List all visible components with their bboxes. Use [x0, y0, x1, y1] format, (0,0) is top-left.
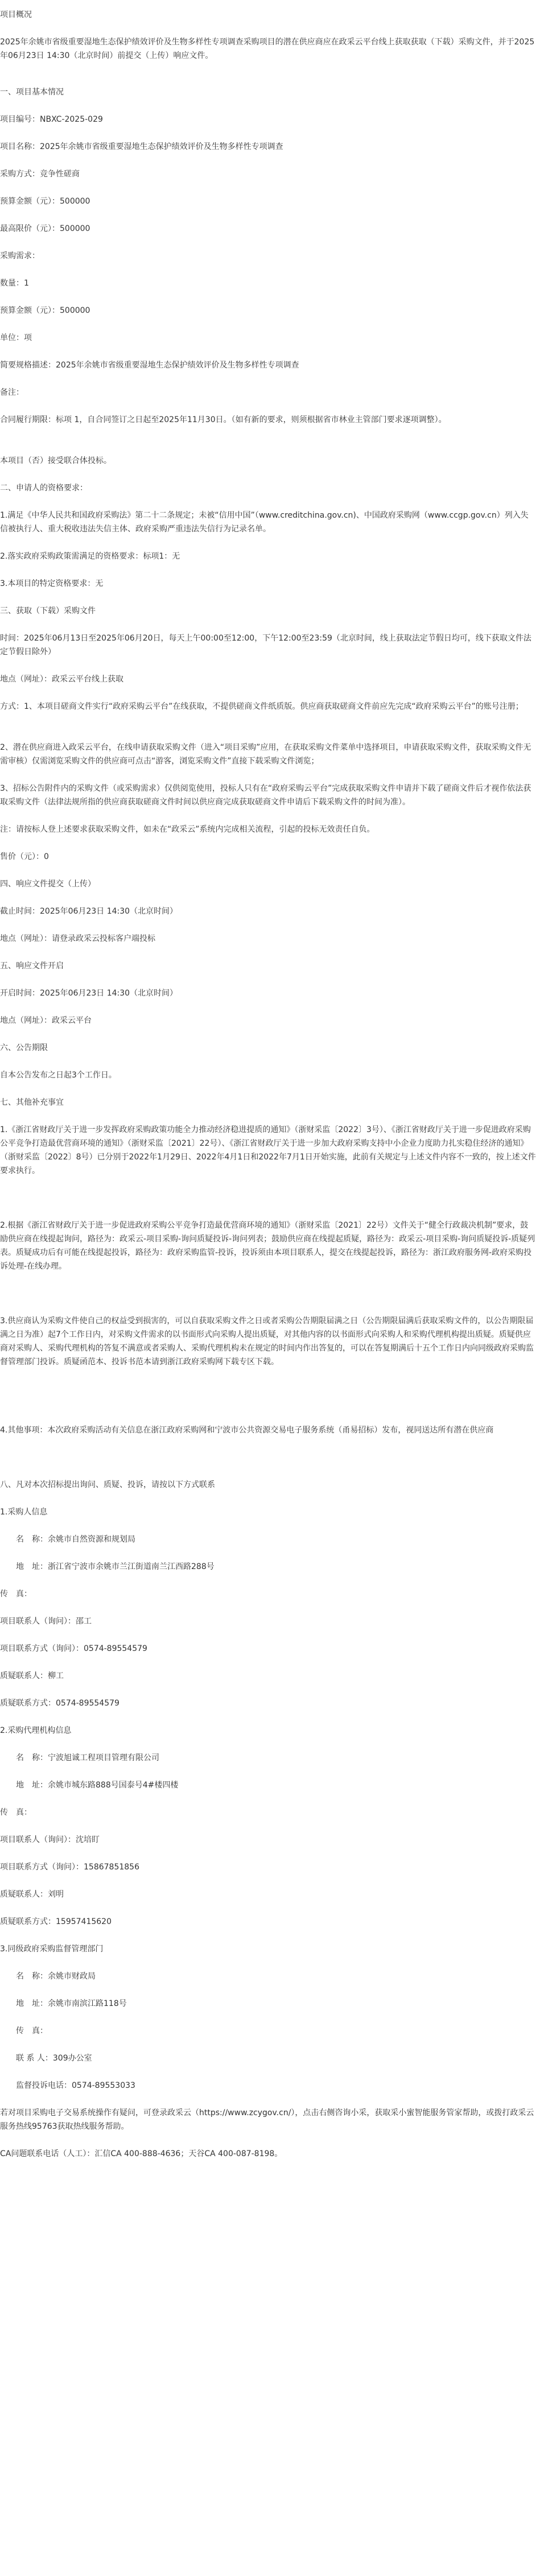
section-1-heading: 一、项目基本情况 [0, 88, 64, 97]
spec-description: 简要规格描述：2025年余姚市省级重要湿地生态保护绩效评价及生物多样性专项调查 [0, 361, 299, 370]
buyer-address: 地 址：浙江省宁波市余姚市兰江街道南兰江西路288号 [16, 1562, 215, 1571]
supplementary-item-2: 2.根据《浙江省财政厅关于进一步促进政府采购公平竞争打造最优营商环境的通知》（浙财采监〔2021〕22号）文件关于“健全行政裁决机制”要求，鼓励供应商在线提起询问，路径为：政采云-项目采购-询问质疑投诉-询问列表；鼓励供应商在线提起质疑，路径为：政采云-项目采购-询问质疑投诉-质疑列表。质疑成功后有可能在线提起投诉，路径为：政府采购监管-投诉，投诉须由本项目联系人，提交在线提起投诉，路径为：浙江政府服务网-政府采购投诉处理-在线办理。 [0, 1221, 535, 1271]
buyer-heading: 1.采购人信息 [0, 1508, 48, 1517]
regulator-contact: 联 系 人：309办公室 [16, 2054, 92, 2063]
agency-dispute-contact: 质疑联系人：刘明 [0, 1890, 64, 1899]
download-time: 时间：2025年06月13日至2025年06月20日，每天上午00:00至12:00，下午12:00至23:59（北京时间，线上获取法定节假日均可，线下获取文件法定节假日除外） [0, 634, 531, 657]
budget-amount: 预算金额（元）：500000 [0, 197, 90, 206]
qualification-1: 1.满足《中华人民共和国政府采购法》第二十二条规定；未被“信用中国”（www.creditchina.gov.cn)、中国政府采购网（www.ccgp.gov.cn）列入失信被执行人、重大税收违法失信主体、政府采购严重违法失信行为记录名单。 [0, 511, 529, 534]
contract-period: 合同履行期限：标项 1，自合同签订之日起至2025年11月30日。（如有新的要求，则须根据省市林业主管部门要求逐项调整）。 [0, 415, 447, 424]
opening-time: 开启时间：2025年06月23日 14:30（北京时间） [0, 989, 178, 998]
regulator-phone: 监督投诉电话：0574-89553033 [16, 2081, 135, 2090]
section-4-heading: 四、响应文件提交（上传） [0, 880, 96, 889]
buyer-name: 名 称：余姚市自然资源和规划局 [16, 1535, 135, 1544]
remark: 备注： [0, 388, 24, 397]
regulator-fax: 传 真： [16, 2026, 48, 2036]
supplementary-item-4: 4.其他事项：本次政府采购活动有关信息在浙江政府采购网和宁波市公共资源交易电子服务系统（甬易招标）发布，视同送达所有潜在供应商 [0, 1426, 494, 1435]
demand-label: 采购需求： [0, 251, 40, 261]
agency-dispute-phone: 质疑联系方式：15957415620 [0, 1917, 112, 1926]
supplementary-item-1: 1.《浙江省财政厅关于进一步发挥政府采购政策功能全力推动经济稳进提质的通知》（浙财采监〔2022〕3号）、《浙江省财政厅关于进一步促进政府采购公平竞争打造最优营商环境的通知》（浙财采监〔2021〕22号）、《浙江省财政厅关于进一步加大政府采购支持中小企业力度助力扎实稳住经济的通知》（浙财采监〔2022〕8号）已分别于2022年1月29日、2022年4月1日和2022年7月1日开始实施，此前有关规定与上述文件内容不一致的，按上述文件要求执行。 [0, 1125, 536, 1175]
procurement-method: 采购方式：竞争性磋商 [0, 170, 80, 179]
section-7-heading: 七、其他补充事宜 [0, 1098, 64, 1107]
max-price: 最高限价（元）：500000 [0, 224, 90, 233]
qualification-2: 2.落实政府采购政策需满足的资格要求：标项1：无 [0, 552, 180, 561]
submission-deadline: 截止时间：2025年06月23日 14:30（北京时间） [0, 907, 178, 916]
overview-paragraph: 2025年余姚市省级重要湿地生态保护绩效评价及生物多样性专项调查采购项目的潜在供应商应在政采云平台线上获取获取（下载）采购文件，并于2025年06月23日 14:30（北京时间）前提交（上传）响应文件。 [0, 38, 535, 60]
notice-period: 自本公告发布之日起3个工作日。 [0, 1071, 117, 1080]
agency-heading: 2.采购代理机构信息 [0, 1726, 72, 1735]
document-price: 售价（元）：0 [0, 852, 49, 861]
agency-fax: 传 真： [0, 1808, 32, 1817]
section-2-heading: 二、申请人的资格要求： [0, 484, 88, 493]
download-place: 地点（网址）：政采云平台线上获取 [0, 675, 123, 684]
section-5-heading: 五、响应文件开启 [0, 961, 64, 971]
system-help-note: 若对项目采购电子交易系统操作有疑问，可登录政采云（https://www.zcygov.cn/），点击右侧咨询小采，获取采小蜜智能服务管家帮助，或拨打政采云服务热线95763获取热线服务帮助。 [0, 2108, 534, 2131]
opening-place: 地点（网址）：政采云平台 [0, 1016, 92, 1025]
project-name: 项目名称：2025年余姚市省级重要湿地生态保护绩效评价及生物多样性专项调查 [0, 142, 283, 151]
buyer-contact: 项目联系人（询问）：邵工 [0, 1617, 92, 1626]
consortium-note: 本项目（否）接受联合体投标。 [0, 456, 112, 465]
section-6-heading: 六、公告期限 [0, 1043, 48, 1052]
regulator-address: 地 址：余姚市南滨江路118号 [16, 1999, 127, 2008]
agency-address: 地 址：余姚市城东路888号国泰号4#楼四楼 [16, 1781, 179, 1790]
submission-place: 地点（网址）：请登录政采云投标客户端投标 [0, 934, 155, 943]
agency-contact: 项目联系人（询问）：沈培盯 [0, 1835, 100, 1844]
download-note: 注：请按标人登上述要求获取采购文件，如未在“政采云”系统内完成相关流程，引起的投标无效责任自负。 [0, 825, 375, 834]
section-8-heading: 八、凡对本次招标提出询问、质疑、投诉，请按以下方式联系 [0, 1480, 215, 1489]
buyer-dispute-phone: 质疑联系方式：0574-89554579 [0, 1699, 119, 1708]
download-method-3: 3、招标公告附件内的采购文件（或采购需求）仅供阅览使用，投标人只有在“政府采购云平台”完成获取采购文件申请并下载了磋商文件后才视作依法获取采购文件（法律法规所指的供应商获取磋商文件时间以供应商完成获取磋商文件申请后下载采购文件的时间为准）。 [0, 784, 531, 807]
qualification-3: 3.本项目的特定资格要求：无 [0, 579, 104, 588]
ca-hotline: CA问题联系电话（人工）：汇信CA 400-888-4636；天谷CA 400-087-8198。 [0, 2149, 283, 2158]
section-3-heading: 三、获取（下载）采购文件 [0, 606, 96, 616]
overview-heading: 项目概况 [0, 10, 32, 19]
download-method-2: 2、潜在供应商进入政采云平台，在线申请获取采购文件（进入“项目采购”应用，在获取采购文件菜单中选择项目，申请获取采购文件，获取采购文件无需审核）仅需浏览采购文件的供应商可点击“游客，浏览采购文件”直接下载采购文件浏览； [0, 743, 531, 766]
agency-contact-phone: 项目联系方式（询问）：15867851856 [0, 1863, 139, 1872]
buyer-contact-phone: 项目联系方式（询问）：0574-89554579 [0, 1644, 147, 1653]
unit: 单位：项 [0, 333, 32, 342]
download-method-1: 方式：1、本项目磋商文件实行“政府采购云平台”在线获取，不提供磋商文件纸质版。供应商获取磋商文件前应先完成“政府采购云平台”的账号注册； [0, 702, 523, 711]
project-number: 项目编号：NBXC-2025-029 [0, 115, 103, 124]
agency-name: 名 称：宁波旭诚工程项目管理有限公司 [16, 1753, 159, 1762]
regulator-name: 名 称：余姚市财政局 [16, 1972, 96, 1981]
buyer-dispute-contact: 质疑联系人：柳工 [0, 1671, 64, 1681]
quantity: 数量：1 [0, 279, 29, 288]
buyer-fax: 传 真： [0, 1590, 32, 1599]
budget-amount-item: 预算金额（元）：500000 [0, 306, 90, 315]
supplementary-item-3: 3.供应商认为采购文件使自己的权益受到损害的，可以自获取采购文件之日或者采购公告期限届满之日（公告期限届满后获取采购文件的，以公告期限届满之日为准）起7个工作日内，对采购文件需求的以书面形式向采购人提出质疑，对其他内容的以书面形式向采购人和采购代理机构提出质疑。质疑供应商对采购人、采购代理机构的答复不满意或者采购人、采购代理机构未在规定的时间内作出答复的，可以在答复期满后十五个工作日内向同级政府采购监督管理部门投诉。质疑函范本、投诉书范本请到浙江政府采购网下载专区下载。 [0, 1316, 534, 1367]
regulator-heading: 3.同级政府采购监督管理部门 [0, 1945, 104, 1954]
